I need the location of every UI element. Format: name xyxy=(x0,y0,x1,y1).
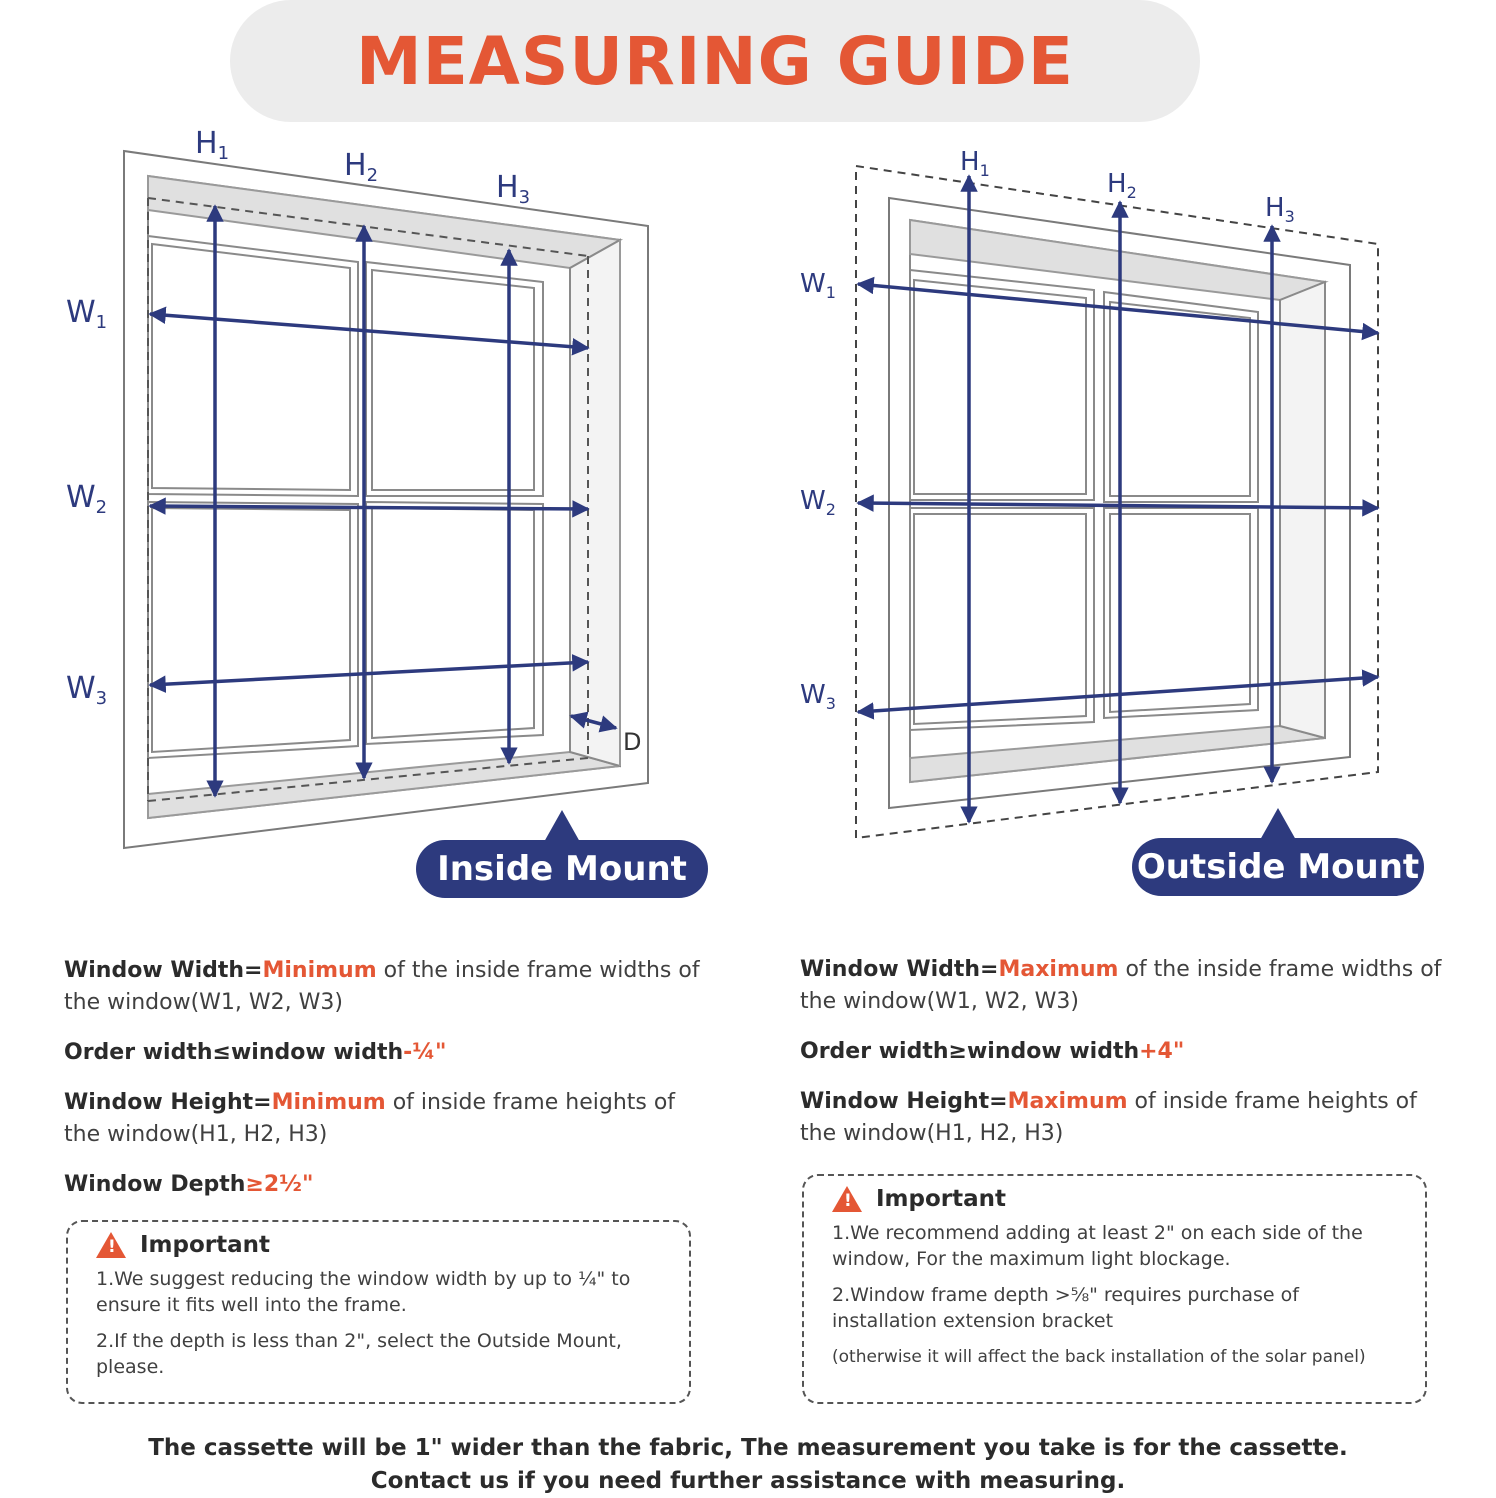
label-w2: $W_2$ xyxy=(800,486,836,519)
label-h1: $H_1$ xyxy=(960,147,990,180)
inside-important-box xyxy=(66,1220,691,1404)
inside-width-rule: Window Width=Minimum of the inside frame widths of the window(W1, W2, W3) xyxy=(64,958,700,1015)
label-h1: $H_1$ xyxy=(195,126,230,164)
warning-icon: ! xyxy=(96,1232,126,1258)
inside-depth-rule: Window Depth≥2½" xyxy=(64,1172,314,1197)
outside-width-rule: Window Width=Maximum of the inside frame widths of the window(W1, W2, W3) xyxy=(800,957,1442,1014)
label-h2: $H_2$ xyxy=(1107,169,1137,202)
footer-note xyxy=(0,1432,1496,1498)
outside-important-item: 2.Window frame depth >⅝" requires purchase of installation extension bracket xyxy=(832,1284,1299,1332)
inside-important-item: 2.If the depth is less than 2", select the Outside Mount, please. xyxy=(96,1330,622,1378)
inside-important-item: 1.We suggest reducing the window width by up to ¼" to ensure it fits well into the frame. xyxy=(96,1268,631,1316)
inside-important-title: Important xyxy=(140,1232,271,1258)
outside-mount-badge xyxy=(1132,838,1424,896)
label-h3: $H_3$ xyxy=(1265,193,1295,226)
outside-important-note: (otherwise it will affect the back installation of the solar panel) xyxy=(832,1347,1366,1367)
outside-height-rule: Window Height=Maximum of inside frame heights of the window(H1, H2, H3) xyxy=(800,1089,1417,1146)
label-d: D xyxy=(623,728,642,756)
outside-mount-badge-label: Outside Mount xyxy=(1136,847,1420,887)
inside-mount-badge-label: Inside Mount xyxy=(437,849,687,889)
outside-important-title: Important xyxy=(876,1186,1007,1212)
outside-important-box xyxy=(802,1174,1427,1404)
inside-mount-rules xyxy=(64,955,714,1219)
inside-order-rule: Order width≤window width-¼" xyxy=(64,1040,447,1065)
outside-important-head xyxy=(832,1186,1401,1212)
label-h3: $H_3$ xyxy=(496,170,531,208)
footer-line: The cassette will be 1" wider than the fabric, The measurement you take is for the cassette. xyxy=(148,1435,1348,1461)
outside-mount-rules xyxy=(800,954,1450,1168)
label-w1: $W_1$ xyxy=(800,269,836,302)
warning-icon: ! xyxy=(832,1186,862,1212)
label-w3: $W_3$ xyxy=(800,680,836,713)
label-w1: $W_1$ xyxy=(66,295,108,333)
outside-important-item: 1.We recommend adding at least 2" on each side of the window, For the maximum light blockage. xyxy=(832,1222,1363,1270)
footer-line: Contact us if you need further assistance with measuring. xyxy=(370,1468,1126,1494)
label-w3: $W_3$ xyxy=(66,671,108,709)
label-h2: $H_2$ xyxy=(344,148,379,186)
inside-height-rule: Window Height=Minimum of inside frame heights of the window(H1, H2, H3) xyxy=(64,1090,676,1147)
label-w2: $W_2$ xyxy=(66,480,108,518)
inside-important-head xyxy=(96,1232,665,1258)
inside-mount-badge xyxy=(416,840,708,898)
inside-mount-window xyxy=(124,151,648,848)
outside-order-rule: Order width≥window width+4" xyxy=(800,1039,1185,1064)
page-title: MEASURING GUIDE xyxy=(356,22,1074,100)
